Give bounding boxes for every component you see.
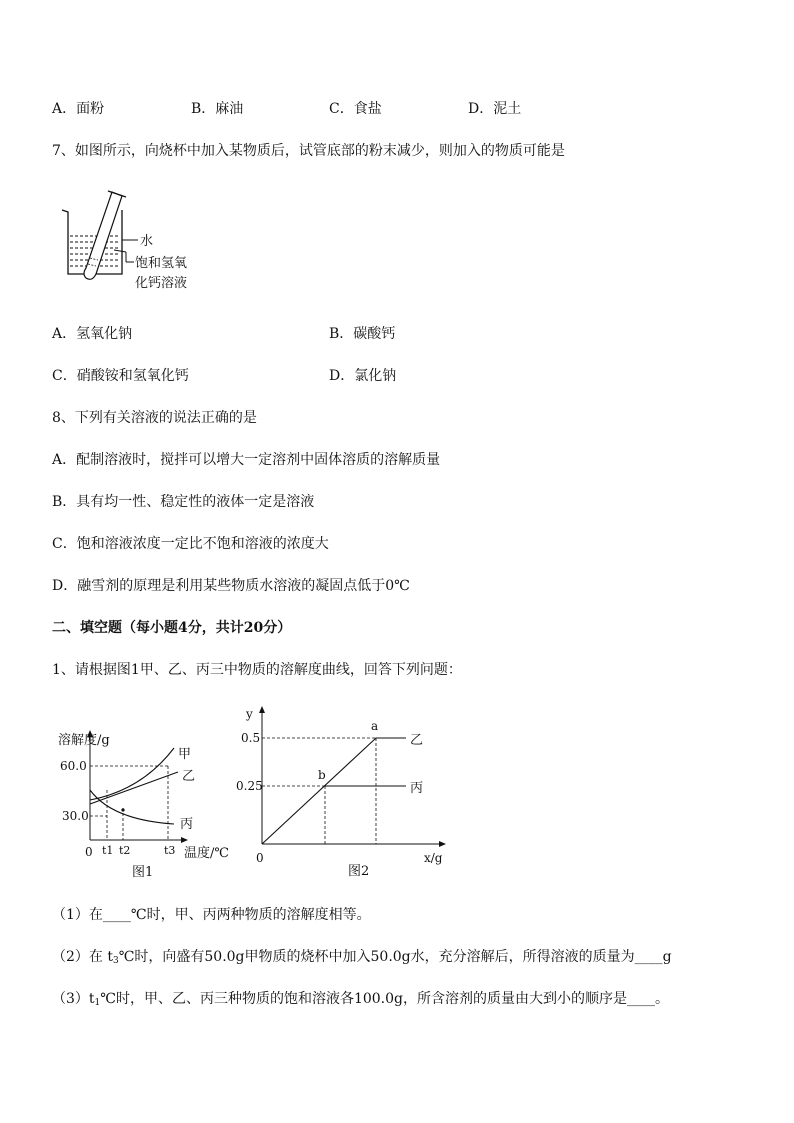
fig1-x-label: 温度/℃ xyxy=(184,846,229,861)
fig2-series-yi: 乙 xyxy=(410,733,424,748)
q7-option-c: C．硝酸铵和氢氧化钙 xyxy=(52,368,189,384)
fig1-series-bing: 丙 xyxy=(180,817,194,832)
q7-option-b: B．碳酸钙 xyxy=(329,326,396,342)
fig1-y-tick-30: 30.0 xyxy=(62,809,89,823)
fig2-caption: 图2 xyxy=(348,864,370,879)
fill1-sub1: （1）在____℃时，甲、丙两种物质的溶解度相等。 xyxy=(52,907,371,923)
fig2-y-label: y xyxy=(246,707,253,721)
fig1-y-tick-60: 60.0 xyxy=(60,759,87,773)
q6-option-a: A．面粉 xyxy=(52,101,105,117)
fill1-sub3: $(3)t_1℃$时，甲、乙、丙三种物质的饱和溶液各100.0g，所含溶剂的质量由大到小的顺序是____。 xyxy=(52,991,669,1008)
fig2-series-bing: 丙 xyxy=(410,781,424,796)
fig1-x-tick-t2: t2 xyxy=(119,844,131,857)
q8-stem: 8、下列有关溶液的说法正确的是 xyxy=(52,410,257,426)
fig2-point-b: b xyxy=(318,768,326,782)
label-solution-line1: 饱和氢氧 xyxy=(135,256,188,271)
figure-2-chart xyxy=(230,700,450,882)
q7-option-d: D．氯化钠 xyxy=(329,368,397,384)
fig2-origin: 0 xyxy=(256,851,264,865)
label-solution-line2: 化钙溶液 xyxy=(135,276,188,291)
fill1-stem: 1、请根据图1甲、乙、丙三中物质的溶解度曲线，回答下列问题： xyxy=(52,662,462,678)
q8-option-d: D．融雪剂的原理是利用某些物质水溶液的凝固点低于0℃ xyxy=(52,578,410,594)
series-yi-curve xyxy=(90,772,178,804)
fig1-x-tick-t3: t3 xyxy=(164,844,176,857)
fig2-point-a: a xyxy=(371,719,379,733)
q6-option-c: C．食盐 xyxy=(329,101,382,117)
fig1-caption: 图1 xyxy=(132,865,154,880)
figure-1-solubility-chart xyxy=(52,720,242,880)
fill1-sub2: （2）在 $t_3℃$时，向盛有50.0g甲物质的烧杯中加入50.0g水，充分溶解后，所得溶液的质量为____g xyxy=(52,949,672,966)
q8-option-c: C．饱和溶液浓度一定比不饱和溶液的浓度大 xyxy=(52,536,329,552)
q7-stem: 7、如图所示，向烧杯中加入某物质后，试管底部的粉末减少，则加入的物质可能是 xyxy=(52,143,565,159)
label-water: 水 xyxy=(140,234,154,249)
fig1-origin: 0 xyxy=(85,845,93,859)
fig1-x-tick-t1: t1 xyxy=(102,844,114,857)
fig1-y-label: 溶解度/g xyxy=(58,733,110,748)
series-jia-curve xyxy=(90,748,174,800)
series-yi-line xyxy=(262,738,406,844)
section-title: 二、填空题（每小题4分，共计20分） xyxy=(52,620,292,636)
series-bing-curve xyxy=(90,790,174,824)
fig1-series-yi: 乙 xyxy=(182,769,196,784)
q8-option-b: B．具有均一性、稳定性的液体一定是溶液 xyxy=(52,494,315,510)
q7-option-a: A．氢氧化钠 xyxy=(52,326,133,342)
fig2-y-tick-05: 0.5 xyxy=(241,731,261,745)
fig2-x-label: x/g xyxy=(424,851,443,865)
q6-option-b: B．麻油 xyxy=(191,101,244,117)
q8-option-a: A．配制溶液时，搅拌可以增大一定溶剂中固体溶质的溶解质量 xyxy=(52,452,441,468)
fig2-y-tick-025: 0.25 xyxy=(236,779,263,793)
intersection-point xyxy=(121,808,124,811)
q6-option-d: D．泥土 xyxy=(468,101,522,117)
fig1-series-jia: 甲 xyxy=(178,747,192,762)
